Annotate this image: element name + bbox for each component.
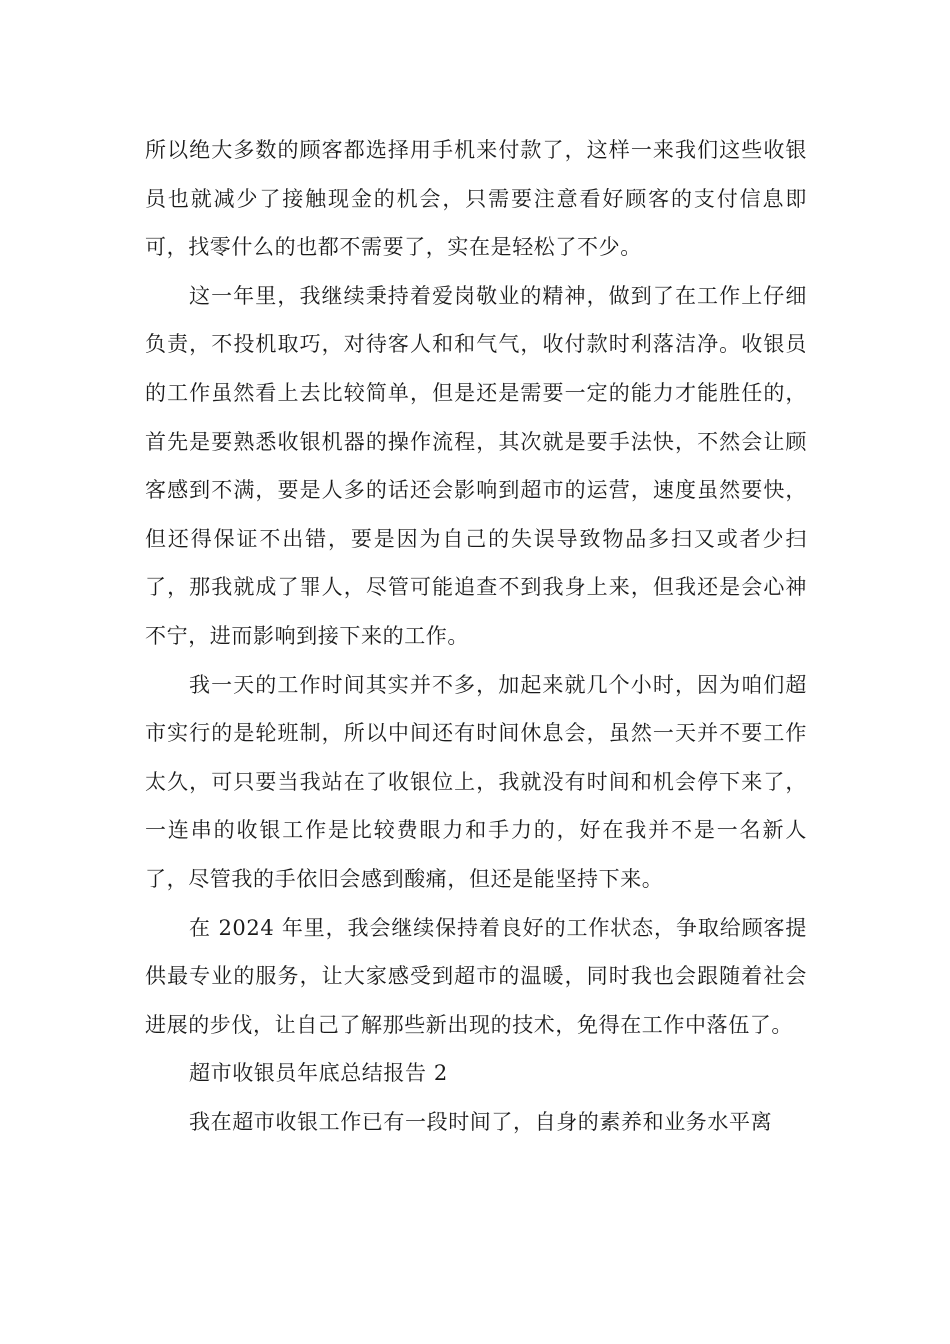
paragraph-future-plan: 在 2024 年里，我会继续保持着良好的工作状态，争取给顾客提供最专业的服务，让大家感受到超市的温暖，同时我也会跟随着社会进展的步伐，让自己了解那些新出现的技术，免得在工作中落伍了。: [145, 915, 807, 1037]
paragraph-continuation: 所以绝大多数的顾客都选择用手机来付款了，这样一来我们这些收银员也就减少了接触现金的机会，只需要注意看好顾客的支付信息即可，找零什么的也都不需要了，实在是轻松了不少。: [145, 138, 807, 260]
document-body: [145, 126, 807, 1146]
paragraph-work-attitude: 这一年里，我继续秉持着爱岗敬业的精神，做到了在工作上仔细负责，不投机取巧，对待客人和和气气，收付款时利落洁净。收银员的工作虽然看上去比较简单，但是还是需要一定的能力才能胜任的，首先是要熟悉收银机器的操作流程，其次就是要手法快，不然会让顾客感到不满，要是人多的话还会影响到超市的运营，速度虽然要快，但还得保证不出错，要是因为自己的失误导致物品多扫又或者少扫了，那我就成了罪人，尽管可能追查不到我身上来，但我还是会心神不宁，进而影响到接下来的工作。: [145, 283, 807, 648]
paragraph-work-hours: 我一天的工作时间其实并不多，加起来就几个小时，因为咱们超市实行的是轮班制，所以中间还有时间休息会，虽然一天并不要工作太久，可只要当我站在了收银位上，我就没有时间和机会停下来了，一连串的收银工作是比较费眼力和手力的，好在我并不是一名新人了，尽管我的手依旧会感到酸痛，但还是能坚持下来。: [145, 672, 807, 891]
paragraph-section-start: 我在超市收银工作已有一段时间了，自身的素养和业务水平离: [189, 1109, 773, 1134]
section-heading: 超市收银员年底总结报告 2: [189, 1061, 448, 1086]
